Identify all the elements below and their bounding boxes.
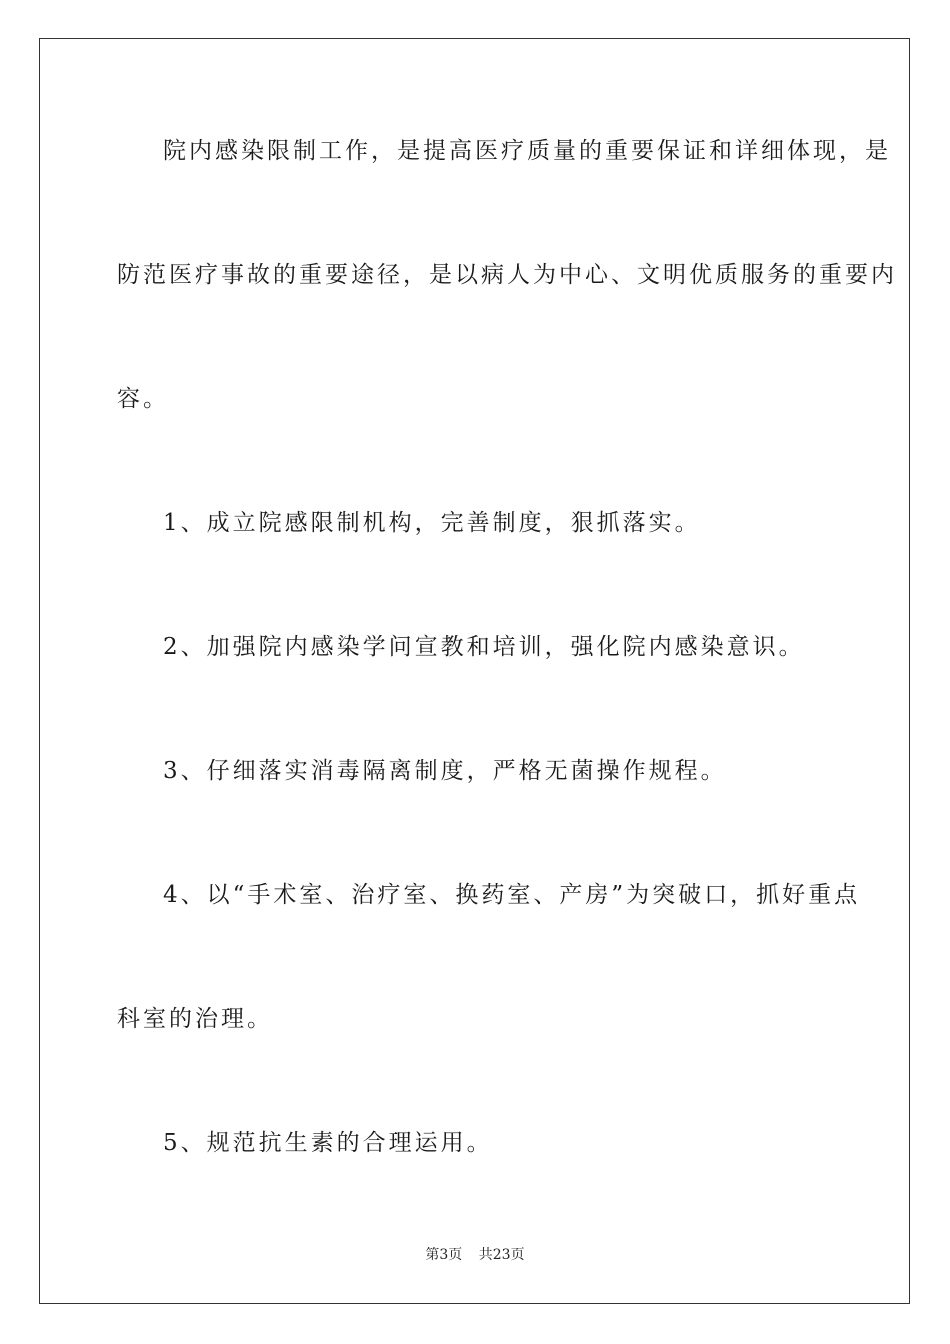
list-item-1: 1、成立院感限制机构，完善制度，狠抓落实。: [163, 510, 701, 536]
page-footer: [0, 1246, 950, 1264]
paragraph-line: 防范医疗事故的重要途径，是以病人为中心、文明优质服务的重要内: [117, 262, 897, 288]
total-pages: 共23页: [478, 1247, 525, 1263]
paragraph-line: 容。: [117, 386, 169, 412]
paragraph-line: 院内感染限制工作，是提高医疗质量的重要保证和详细体现，是: [163, 138, 891, 164]
list-item-3: 3、仔细落实消毒隔离制度，严格无菌操作规程。: [163, 758, 727, 784]
list-item-4: 4、以“手术室、治疗室、换药室、产房”为突破口，抓好重点: [163, 882, 861, 908]
list-item-2: 2、加强院内感染学问宣教和培训，强化院内感染意识。: [163, 634, 805, 660]
paragraph-line: 科室的治理。: [117, 1006, 273, 1032]
page-frame: [39, 38, 910, 1304]
page-number: 第3页: [425, 1247, 463, 1263]
list-item-5: 5、规范抗生素的合理运用。: [163, 1130, 493, 1156]
